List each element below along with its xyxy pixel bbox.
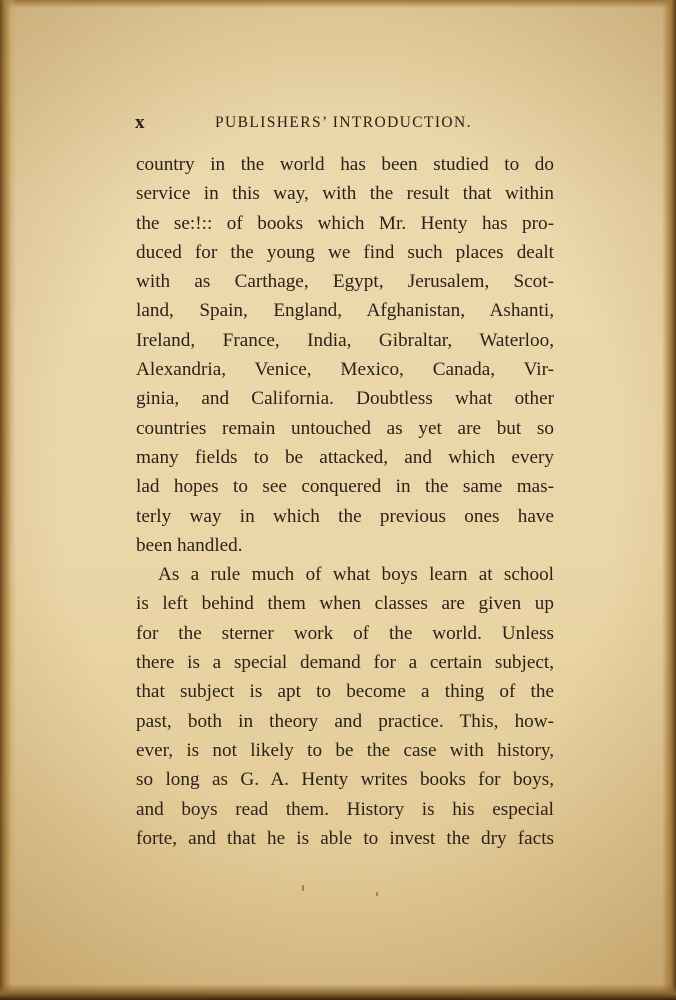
text-line: duced for the young we find such places dealt xyxy=(136,241,554,263)
text-line: for the sterner work of the world. Unless xyxy=(136,622,554,644)
page-left-edge xyxy=(0,0,16,1000)
text-line: lad hopes to see conquered in the same mas- xyxy=(136,476,554,498)
paragraph-end-line: been handled. xyxy=(136,534,243,556)
page-number: x xyxy=(135,112,145,133)
text-line: ginia, and California. Doubtless what other xyxy=(136,388,554,410)
paper-speck xyxy=(302,885,304,891)
text-line: and boys read them. History is his especial xyxy=(136,798,554,820)
text-line: is left behind them when classes are given up xyxy=(136,593,554,615)
text-line: past, both in theory and practice. This, how- xyxy=(136,710,554,732)
text-line: many fields to be attacked, and which every xyxy=(136,446,554,468)
text-line: forte, and that he is able to invest the dry facts xyxy=(136,827,554,849)
text-line: ever, is not likely to be the case with history, xyxy=(136,739,554,761)
text-line: land, Spain, England, Afghanistan, Ashanti, xyxy=(136,300,554,322)
page-top-edge xyxy=(0,0,676,8)
text-line: countries remain untouched as yet are but so xyxy=(136,417,554,439)
page-right-edge xyxy=(662,0,676,1000)
text-line: that subject is apt to become a thing of the xyxy=(136,681,554,703)
page-bottom-edge xyxy=(0,984,676,1000)
page-header xyxy=(135,112,550,138)
running-head: PUBLISHERS’ INTRODUCTION. xyxy=(215,114,472,131)
paper-speck xyxy=(376,892,378,896)
body-text xyxy=(136,150,554,853)
text-line: service in this way, with the result that within xyxy=(136,183,554,205)
text-line: with as Carthage, Egypt, Jerusalem, Scot- xyxy=(136,271,554,293)
text-line: Alexandria, Venice, Mexico, Canada, Vir- xyxy=(136,359,554,381)
text-line: there is a special demand for a certain subject, xyxy=(136,652,554,674)
text-line: the se:!:: of books which Mr. Henty has pro- xyxy=(136,212,554,234)
text-line: terly way in which the previous ones have xyxy=(136,505,554,527)
text-line: Ireland, France, India, Gibraltar, Waterloo, xyxy=(136,329,554,351)
text-line: so long as G. A. Henty writes books for boys, xyxy=(136,769,554,791)
paragraph-start-line: As a rule much of what boys learn at school xyxy=(158,564,554,586)
text-line: country in the world has been studied to do xyxy=(136,154,554,175)
